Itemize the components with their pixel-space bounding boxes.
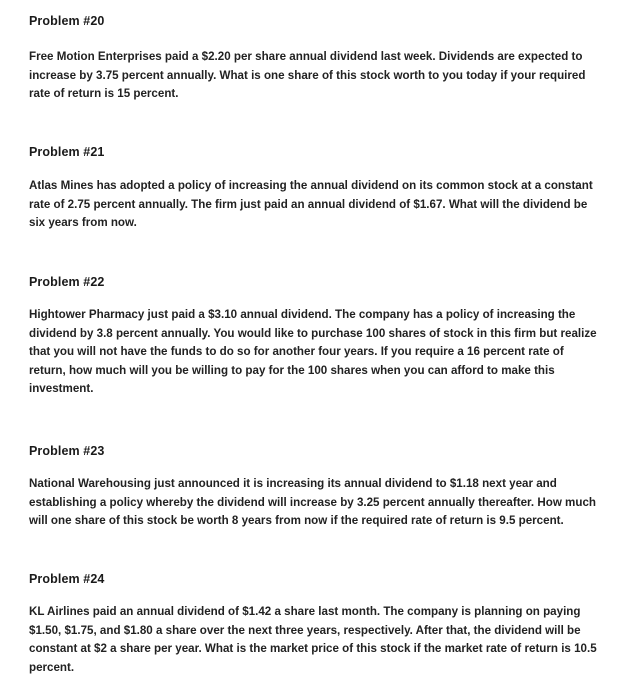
problem-text: National Warehousing just announced it is increasing its annual dividend to $1.18 next year and establishing a policy whereby the dividend will increase by 3.25 percent annually thereafter. How much will one share of this stock be worth 8 years from now if the required rate of return is 9.5 percent. bbox=[29, 477, 596, 528]
problem-text: Free Motion Enterprises paid a $2.20 per share annual dividend last week. Dividends are expected to increase by 3.75 percent annually. What is one share of this stock worth to you today if your required rate of return is 15 percent. bbox=[29, 50, 586, 101]
problem-text: KL Airlines paid an annual dividend of $1.42 a share last month. The company is planning on paying $1.50, $1.75, and $1.80 a share over the next three years, respectively. After that, the dividend will be constant at $2 a share per year. What is the market price of this stock if the market rate of return is 10.5 percent. bbox=[29, 605, 597, 674]
problem-heading: Problem #23 bbox=[29, 444, 105, 458]
problem-23 bbox=[29, 443, 599, 531]
problem-text: Atlas Mines has adopted a policy of increasing the annual dividend on its common stock at a constant rate of 2.75 percent annually. The firm just paid an annual dividend of $1.67. What will the dividend be six years from now. bbox=[29, 179, 593, 230]
problem-heading: Problem #20 bbox=[29, 14, 105, 28]
problem-22 bbox=[29, 274, 599, 399]
problem-heading: Problem #24 bbox=[29, 572, 105, 586]
problem-heading: Problem #22 bbox=[29, 275, 105, 289]
problem-21 bbox=[29, 144, 599, 233]
problem-24 bbox=[29, 571, 599, 677]
problem-20 bbox=[29, 13, 599, 104]
problem-text: Hightower Pharmacy just paid a $3.10 annual dividend. The company has a policy of increasing the dividend by 3.8 percent annually. You would like to purchase 100 shares of stock in this firm but realize that you will not have the funds to do so for another four years. If you require a 16 percent rate of return, how much will you be willing to pay for the 100 shares when you can afford to make this investment. bbox=[29, 308, 597, 396]
problem-heading: Problem #21 bbox=[29, 145, 105, 159]
